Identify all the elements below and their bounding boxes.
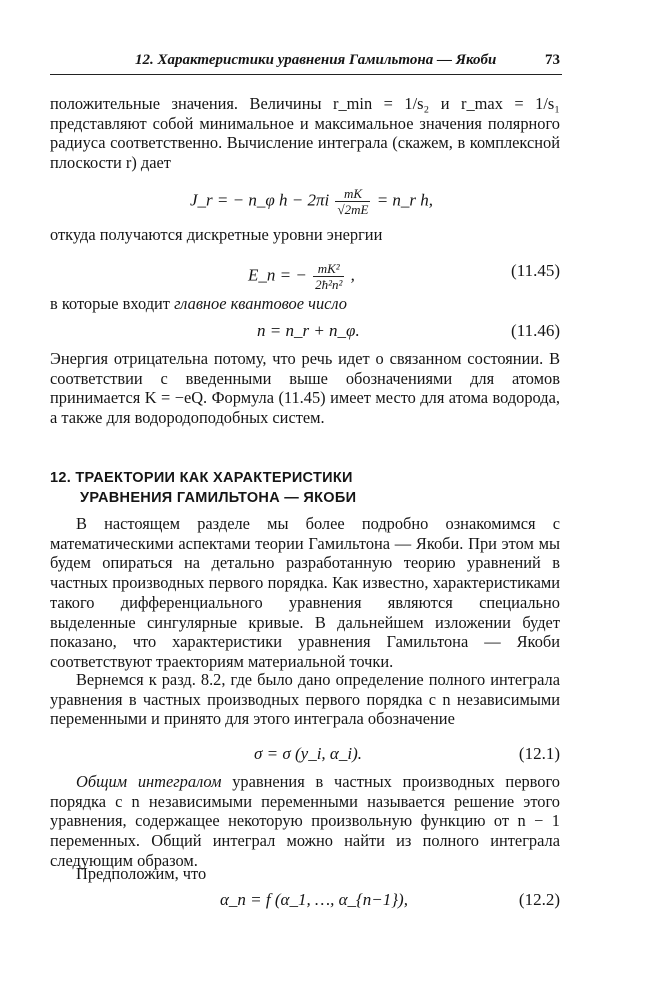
equation-11-45-denominator: 2ħ²n²: [315, 277, 343, 292]
section-heading-line-1: 12. ТРАЕКТОРИИ КАК ХАРАКТЕРИСТИКИ: [50, 470, 353, 486]
equation-12-1: [50, 744, 560, 766]
equation-jr-rhs: = n_r h,: [376, 190, 434, 210]
paragraph-intro: положительные значения. Величины r_min = 1/s₂ и r_max = 1/s₁ представляют собой минимальное и максимальное значения полярного радиуса соответственно. Вычисление интеграла (скажем, в комплексной плоскости r) дает: [50, 94, 560, 173]
equation-jr-denominator: √2mE: [337, 202, 369, 217]
paragraph-energy-levels: откуда получаются дискретные уровни энергии: [50, 225, 383, 244]
equation-jr-lhs: J_r = − n_φ h − 2πi: [190, 190, 330, 210]
equation-number-12-2: (12.2): [518, 890, 560, 909]
equation-12-2: [50, 890, 560, 912]
equation-11-46-body: n = n_r + n_φ.: [257, 321, 360, 340]
equation-number-11-46: (11.46): [511, 321, 560, 340]
general-integral-definition: уравнения в частных производных первого порядка с n независимыми переменными называется решение этого уравнения, содержащее некоторую произвольную функцию от n − 1 переменных. Общий интеграл можно найти из полного интеграла следующим образом.: [50, 772, 561, 870]
section-heading: [50, 468, 560, 508]
general-integral-term: Общим интегралом: [76, 772, 222, 791]
equation-11-45-rhs: ,: [350, 265, 355, 285]
paragraph-general-integral: [50, 772, 560, 871]
principal-quantum-number-term: главное квантовое число: [174, 294, 347, 313]
equation-jr-fraction: [335, 186, 370, 217]
equation-12-1-body: σ = σ (y_i, α_i).: [254, 744, 362, 763]
equation-number-12-1: (12.1): [518, 744, 560, 763]
paragraph-quantum-number-lead: в которые входит: [50, 294, 170, 313]
equation-11-45-lhs: E_n = −: [248, 265, 307, 285]
paragraph-suppose: Предположим, что: [76, 864, 207, 883]
running-head: [50, 52, 562, 75]
running-head-title: 12. Характеристики уравнения Гамильтона — Якоби: [135, 52, 497, 68]
paragraph-bound-state: Энергия отрицательна потому, что речь идет о связанном состоянии. В соответствии с введенными выше обозначениями для атомов принимается K = −eQ. Формула (11.45) имеет место для атома водорода, а также для водородоподобных систем.: [50, 349, 560, 428]
equation-11-46: [50, 321, 560, 343]
equation-jr: [50, 178, 560, 218]
equation-11-45-fraction: [313, 261, 344, 292]
equation-11-45: [50, 255, 560, 291]
equation-number-11-45: (11.45): [511, 261, 560, 280]
section-heading-line-2: УРАВНЕНИЯ ГАМИЛЬТОНА — ЯКОБИ: [80, 490, 357, 506]
equation-jr-numerator: mK: [335, 186, 370, 202]
paragraph-quantum-number: [50, 294, 560, 314]
paragraph-complete-integral: Вернемся к разд. 8.2, где было дано определение полного интеграла уравнения в частных производных первого порядка с n независимыми переменными и принято для этого интеграла обозначение: [50, 670, 560, 729]
page-number: 73: [545, 52, 560, 68]
equation-11-45-numerator: mK²: [313, 261, 344, 277]
paragraph-section-intro: В настоящем разделе мы более подробно ознакомимся с математическими аспектами теории Гамильтона — Якоби. При этом мы будем опираться на детально разработанную теорию уравнений в частных производных первого порядка. Как известно, характеристиками такого дифференциального уравнения являются специально выделенные сингулярные кривые. В дальнейшем изложении будет показано, что характеристики уравнения Гамильтона — Якоби соответствуют траекториям материальной точки.: [50, 514, 560, 671]
equation-12-2-body: α_n = f (α_1, …, α_{n−1}),: [220, 890, 408, 909]
